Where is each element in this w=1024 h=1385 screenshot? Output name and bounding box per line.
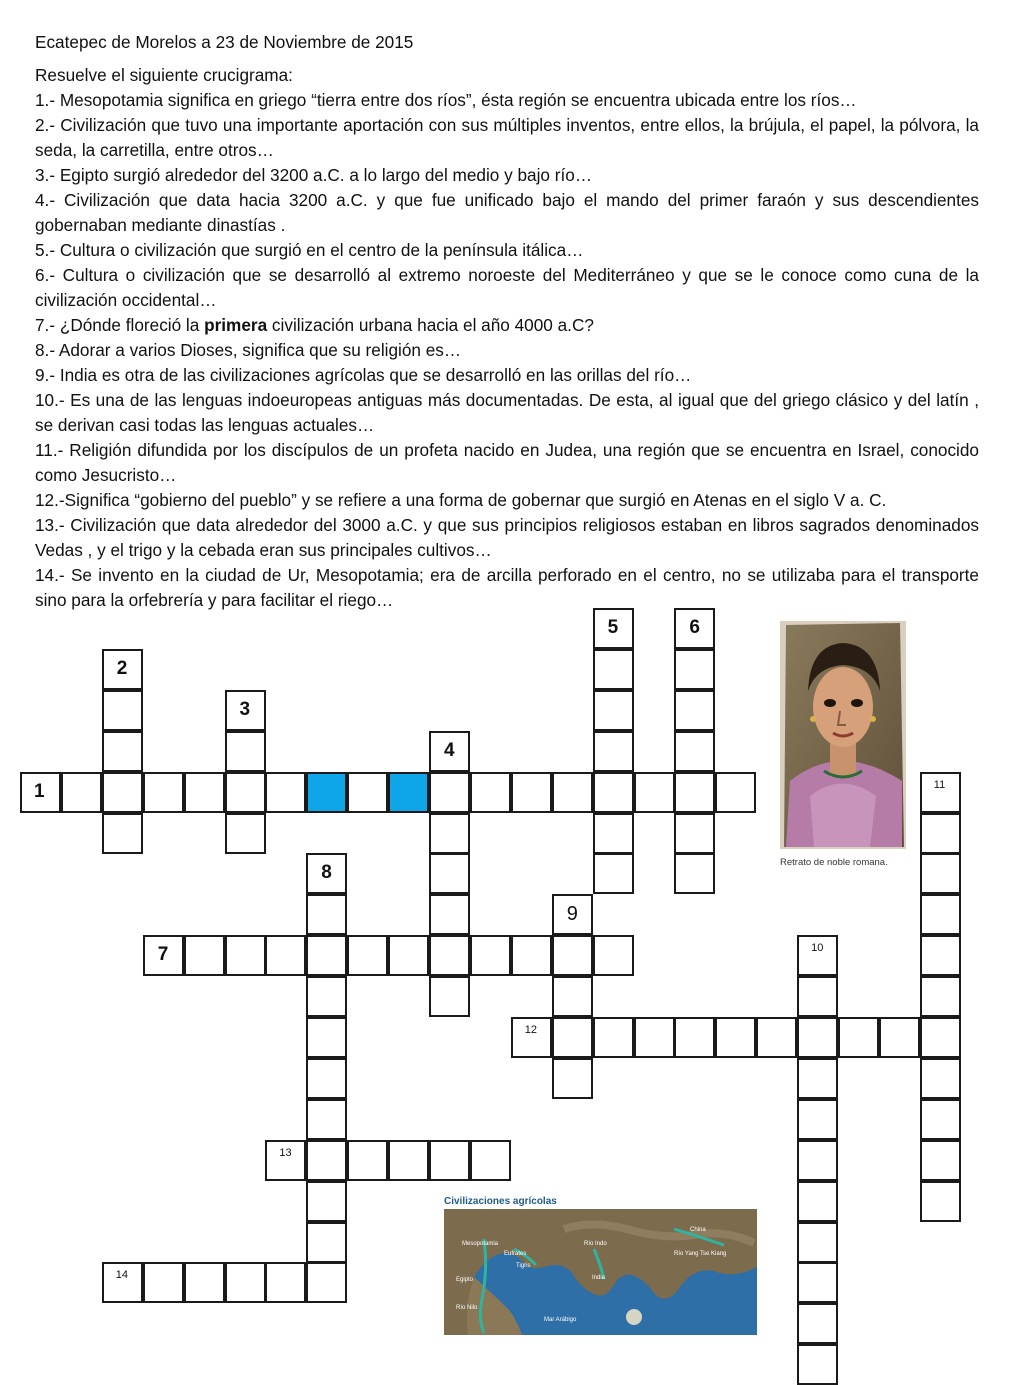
clue-8: 8.- Adorar a varios Dioses, significa que su religión es… [35,340,462,360]
crossword-cell[interactable] [388,1140,429,1181]
clue-number-11: 11 [933,778,946,791]
crossword-cell[interactable] [879,1017,920,1058]
crossword-cell[interactable] [347,1140,388,1181]
crossword-cell[interactable] [674,772,715,813]
crossword-cell[interactable] [347,935,388,976]
crossword-cell[interactable] [715,772,756,813]
clue-number-3: 3 [239,698,251,720]
clue-1: 1.- Mesopotamia significa en griego “tierra entre dos ríos”, ésta región se encuentra ubicada entre los ríos… [35,90,857,110]
clue-10: 10.- Es una de las lenguas indoeuropeas antiguas más documentadas. De esta, al igual que del griego clásico y del latín , se derivan casi todas las lenguas actuales… [35,390,979,435]
document-header: Ecatepec de Morelos a 23 de Noviembre de 2015 [35,32,414,52]
crossword-cell[interactable] [920,1017,961,1058]
clue-14: 14.- Se invento en la ciudad de Ur, Mesopotamia; era de arcilla perforado en el centro, no se utilizaba para el transporte sino para la orfebrería y para facilitar el riego… [35,565,979,610]
clue-6: 6.- Cultura o civilización que se desarrolló al extremo noroeste del Mediterráneo y que se le conoce como cuna de la civilización occidental… [35,265,979,310]
crossword-cell[interactable] [920,1140,961,1181]
crossword-cell[interactable] [225,935,266,976]
crossword-cell[interactable] [306,1262,347,1303]
map-label-rio-nilo: Río Nilo [456,1305,478,1311]
crossword-cell[interactable] [225,772,266,813]
crossword-cell[interactable] [470,935,511,976]
crossword-cell[interactable] [102,690,143,731]
map-label-india: India [592,1275,606,1281]
clue-number-10: 10 [811,942,824,955]
instructions: Resuelve el siguiente crucigrama: [35,65,293,85]
crossword-cell[interactable] [634,1017,675,1058]
crossword-cell[interactable] [593,649,634,690]
crossword-cell[interactable] [593,813,634,854]
roman-portrait-image [780,621,906,849]
map-label-eufrates: Eufrates [504,1251,527,1257]
crossword-cell[interactable] [429,894,470,935]
crossword-cell[interactable] [674,731,715,772]
crossword-cell[interactable] [511,935,552,976]
crossword-cell[interactable] [552,976,593,1017]
clue-2: 2.- Civilización que tuvo una importante aportación con sus múltiples inventos, entre ellos, la brújula, el papel, la pólvora, la seda, la carretilla, entre otros… [35,115,979,160]
crossword-cell[interactable] [225,1262,266,1303]
clue-3: 3.- Egipto surgió alrededor del 3200 a.C. a lo largo del medio y bajo río… [35,165,593,185]
crossword-cell[interactable] [920,894,961,935]
crossword-cell[interactable] [429,813,470,854]
crossword-cell[interactable] [797,1140,838,1181]
map-label-china: China [690,1227,706,1233]
crossword-cell[interactable] [593,1017,634,1058]
crossword-cell[interactable] [102,813,143,854]
crossword-cell[interactable] [634,772,675,813]
crossword-cell[interactable] [306,935,347,976]
crossword-cell[interactable] [593,690,634,731]
crossword-cell[interactable] [920,976,961,1017]
clue-number-13: 13 [279,1146,292,1159]
crossword-cell[interactable] [306,1181,347,1222]
crossword-cell[interactable] [429,1140,470,1181]
clue-number-6: 6 [689,617,700,638]
clue-number-1: 1 [34,780,45,802]
crossword-cell[interactable] [674,690,715,731]
crossword-cell[interactable] [184,1262,225,1303]
map-title: Civilizaciones agrícolas [444,1196,557,1207]
crossword-cell[interactable] [470,1140,511,1181]
crossword-cell[interactable] [674,649,715,690]
crossword-cell[interactable] [429,772,470,813]
crossword-cell[interactable] [593,853,634,894]
clue-number-14: 14 [115,1269,129,1282]
crossword-cell[interactable] [920,935,961,976]
map-label-mesopotamia: Mesopotamia [462,1241,499,1247]
crossword-cell[interactable] [797,976,838,1017]
crossword-cell[interactable] [265,1262,306,1303]
crossword-cell[interactable] [797,1222,838,1263]
map-label-egipto: Egipto [456,1277,474,1283]
crossword-cell[interactable] [306,1222,347,1263]
map-label-tigris: Tigris [516,1263,531,1269]
crossword-cell[interactable] [306,894,347,935]
crossword-cell[interactable] [265,935,306,976]
crossword-cell[interactable] [388,772,429,813]
portrait-caption: Retrato de noble romana. [780,857,888,868]
crossword-cell[interactable] [920,1099,961,1140]
map-label-yang-tse-kiang: Río Yang Tse Kiang [674,1251,727,1257]
clue-4: 4.- Civilización que data hacia 3200 a.C. y que fue unificado bajo el mando del primer faraón y sus descendientes gobernaban mediante dinastías . [35,190,979,235]
crossword-cell[interactable] [674,813,715,854]
crossword-cell[interactable] [552,1058,593,1099]
crossword-cell[interactable] [552,1017,593,1058]
clue-number-4: 4 [444,739,455,761]
crossword-cell[interactable] [265,772,306,813]
crossword-cell[interactable] [838,1017,879,1058]
clue-9: 9.- India es otra de las civilizaciones agrícolas que se desarrolló en las orillas del río… [35,365,692,385]
crossword-cell[interactable] [756,1017,797,1058]
crossword-cell[interactable] [593,935,634,976]
crossword-cell[interactable] [102,731,143,772]
crossword-cell[interactable] [102,772,143,813]
clue-number-7: 7 [157,944,169,966]
crossword-cell[interactable] [511,772,552,813]
crossword-cell[interactable] [674,1017,715,1058]
crossword-cell[interactable] [920,1181,961,1222]
crossword-cell[interactable] [797,1058,838,1099]
crossword-cell[interactable] [593,772,634,813]
crossword-cell[interactable] [797,1099,838,1140]
crossword-cell[interactable] [797,1262,838,1303]
clue-number-2: 2 [116,657,128,679]
crossword-cell[interactable] [388,935,429,976]
crossword-cell[interactable] [306,772,347,813]
clue-7: 7.- ¿Dónde floreció la primera civilización urbana hacia el año 4000 a.C? [35,315,594,335]
clue-5: 5.- Cultura o civilización que surgió en el centro de la península itálica… [35,240,584,260]
crossword-cell[interactable] [143,772,184,813]
clue-13: 13.- Civilización que data alrededor del 3000 a.C. y que sus principios religiosos estaban en libros sagrados denominados Vedas , y el trigo y la cebada eran sus principales cultivos… [35,515,979,560]
crossword-cell[interactable] [306,1017,347,1058]
crossword-cell[interactable] [552,772,593,813]
clue-number-9: 9 [566,903,578,926]
crossword-cell[interactable] [429,935,470,976]
crossword-cell[interactable] [920,1058,961,1099]
crossword-cell[interactable] [797,1303,838,1344]
clue-number-5: 5 [607,617,619,638]
crossword-cell[interactable] [674,853,715,894]
crossword-cell[interactable] [470,772,511,813]
crossword-cell[interactable] [225,731,266,772]
crossword-cell[interactable] [797,1181,838,1222]
clue-number-12: 12 [524,1024,538,1036]
crossword-cell[interactable] [552,935,593,976]
clue-11: 11.- Religión difundida por los discípulos de un profeta nacido en Judea, una región que se encuentra en Israel, conocido como Jesucristo… [35,440,979,485]
crossword-cell[interactable] [184,772,225,813]
crossword-cell[interactable] [61,772,102,813]
crossword-cell[interactable] [429,853,470,894]
map-label-rio-indo: Río Indo [584,1241,607,1247]
clue-12: 12.-Significa “gobierno del pueblo” y se refiere a una forma de gobernar que surgió en Atenas en el siglo V a. C. [35,490,887,510]
crossword-cell[interactable] [306,976,347,1017]
map-label-mar-arabigo: Mar Arábigo [544,1317,577,1323]
crossword-cell[interactable] [306,1058,347,1099]
crossword-cell[interactable] [429,976,470,1017]
crossword-cell[interactable] [593,731,634,772]
crossword-cell[interactable] [920,853,961,894]
agricultural-civilizations-map [444,1209,757,1335]
clue-number-8: 8 [321,862,332,884]
crossword-cell[interactable] [225,813,266,854]
crossword-cell[interactable] [920,813,961,854]
crossword-cell[interactable] [306,1140,347,1181]
crossword-cell[interactable] [184,935,225,976]
crossword-cell[interactable] [347,772,388,813]
crossword-cell[interactable] [143,1262,184,1303]
crossword-cell[interactable] [715,1017,756,1058]
crossword-cell[interactable] [797,1017,838,1058]
crossword-cell[interactable] [306,1099,347,1140]
